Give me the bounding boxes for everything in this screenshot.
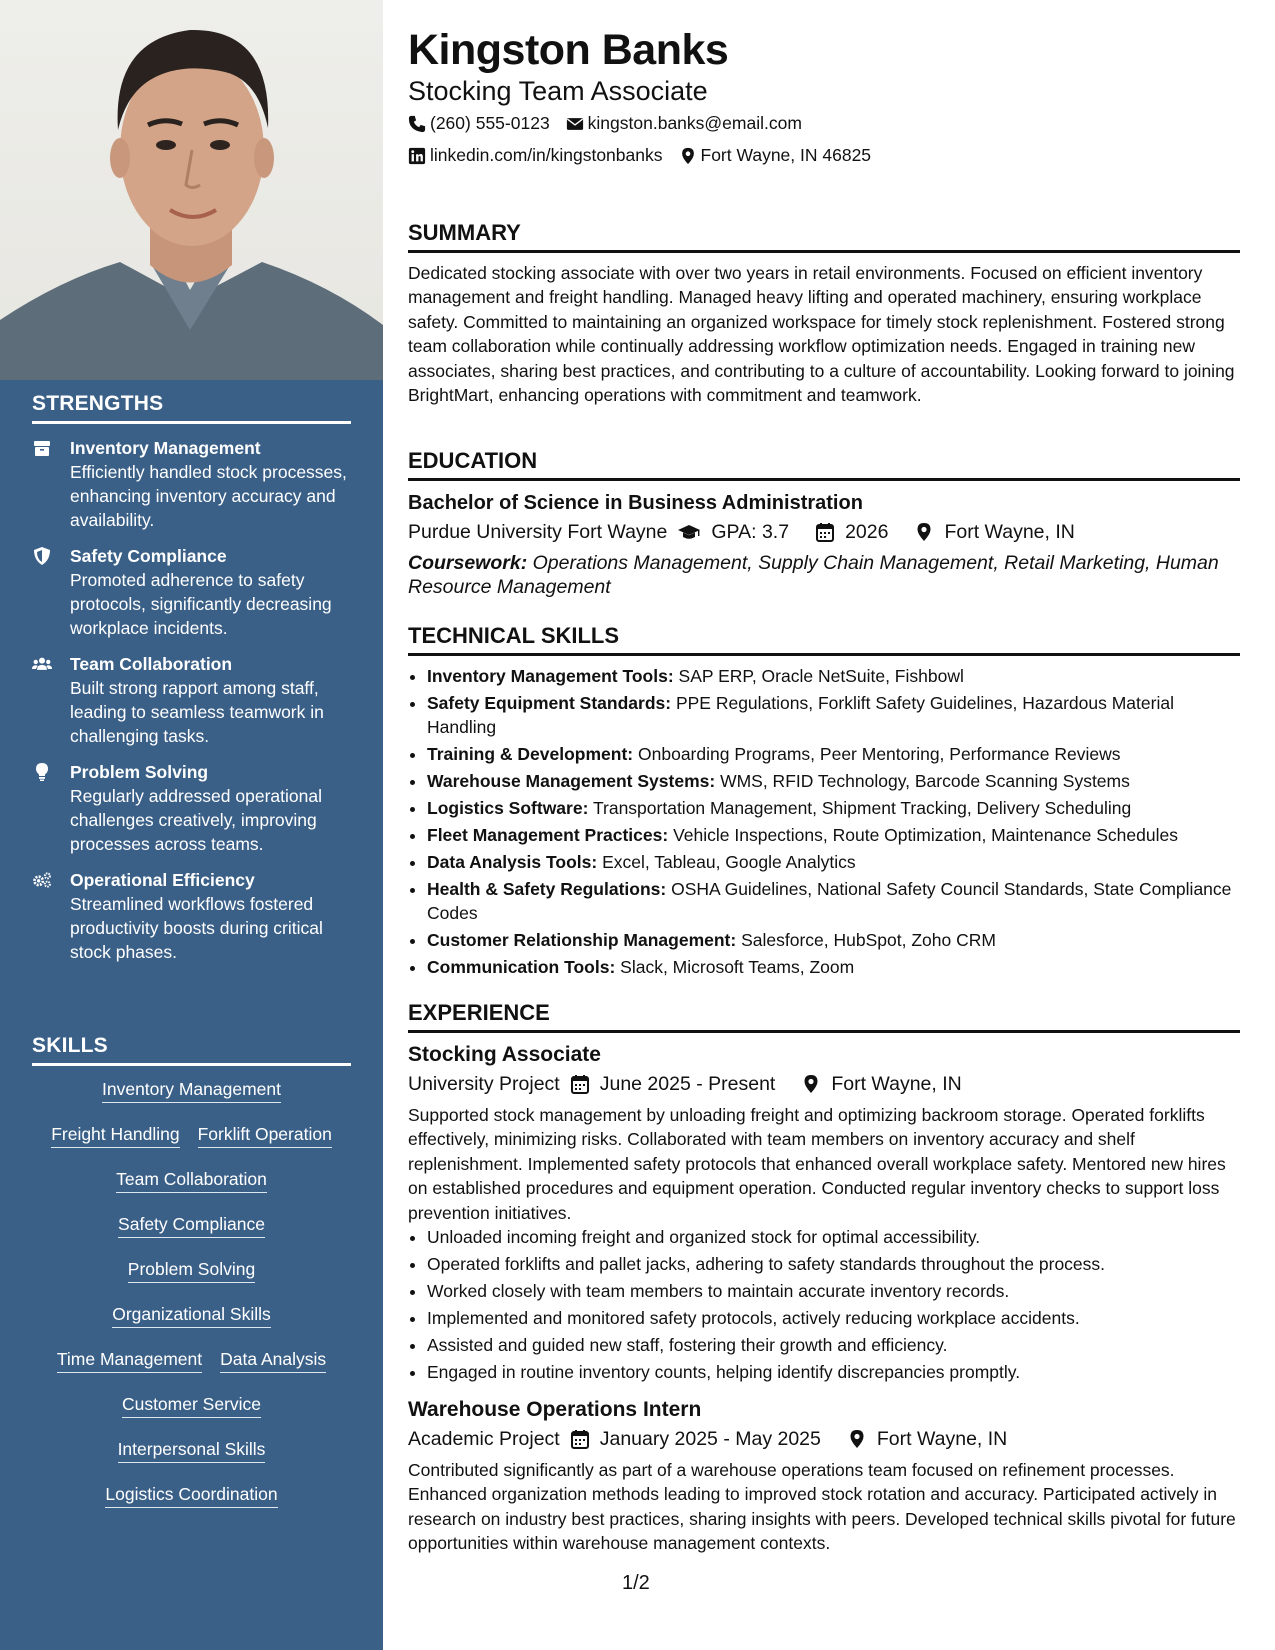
skill-values: PPE Regulations, Forklift Safety Guidelines, Hazardous Material Handling [427, 693, 1174, 737]
skill-category: Health & Safety Regulations: [427, 879, 667, 899]
strength-description: Regularly addressed operational challenges creatively, improving processes across teams. [70, 786, 322, 854]
calendar-icon [815, 522, 835, 542]
skills-heading: SKILLS [32, 1034, 351, 1066]
skills-section [32, 1034, 351, 1528]
degree-title: Bachelor of Science in Business Administration [408, 492, 863, 514]
technical-skills-section [408, 623, 1240, 982]
calendar-icon [570, 1429, 590, 1449]
skill-tag: Customer Service [122, 1393, 261, 1418]
technical-skill-item [427, 769, 1240, 793]
school-name: Purdue University Fort Wayne [408, 521, 668, 543]
job-bullet: • Operated forklifts and pallet jacks, adhering to safety standards throughout the process. [427, 1252, 1240, 1276]
job-bullet: • Engaged in routine inventory counts, helping identify discrepancies promptly. [427, 1360, 1240, 1384]
education-heading: EDUCATION [408, 448, 1240, 481]
skill-tag: Interpersonal Skills [118, 1438, 266, 1463]
skill-values: Vehicle Inspections, Route Optimization, Maintenance Schedules [673, 825, 1178, 845]
technical-skills-heading: TECHNICAL SKILLS [408, 623, 1240, 656]
skill-category: Training & Development: [427, 744, 634, 764]
education-location: Fort Wayne, IN [944, 521, 1075, 543]
candidate-name: Kingston Banks [408, 26, 729, 74]
strengths-heading: STRENGTHS [32, 392, 351, 424]
contact-row [408, 113, 802, 134]
coursework [408, 551, 1240, 599]
linkedin-text: linkedin.com/in/kingstonbanks [430, 145, 663, 165]
linkedin-contact[interactable] [408, 145, 663, 166]
education-meta [408, 517, 1240, 547]
technical-skill-item [427, 664, 1240, 688]
map-pin-icon [847, 1429, 867, 1449]
skill-category: Inventory Management Tools: [427, 666, 674, 686]
strength-item [32, 436, 351, 532]
job-dates: June 2025 - Present [599, 1073, 776, 1095]
profile-photo [0, 0, 383, 380]
skill-tag: Team Collaboration [116, 1168, 267, 1193]
job-bullets [408, 1225, 1240, 1384]
job-bullet: • Assisted and guided new staff, fostering their growth and efficiency. [427, 1333, 1240, 1357]
technical-skill-item [427, 742, 1240, 766]
skill-tag: Time Management [57, 1348, 202, 1373]
technical-skill-item [427, 796, 1240, 820]
users-icon [32, 652, 70, 748]
coursework-label: Coursework: [408, 552, 528, 574]
strength-item [32, 868, 351, 964]
job-bullet: • Worked closely with team members to maintain accurate inventory records. [427, 1279, 1240, 1303]
technical-skill-item [427, 955, 1240, 979]
technical-skill-item [427, 877, 1240, 925]
job-meta [408, 1069, 1240, 1099]
map-pin-icon [914, 522, 934, 542]
technical-skill-item [427, 928, 1240, 952]
email-contact[interactable] [566, 113, 802, 134]
experience-section [408, 1000, 1240, 1556]
job-dates: January 2025 - May 2025 [599, 1428, 821, 1451]
technical-skill-item [427, 823, 1240, 847]
strength-title: Problem Solving [70, 762, 209, 782]
technical-skill-item [427, 850, 1240, 874]
calendar-icon [570, 1074, 590, 1094]
skill-values: OSHA Guidelines, National Safety Council Standards, State Compliance Codes [427, 879, 1232, 923]
skill-category: Data Analysis Tools: [427, 852, 598, 872]
strength-title: Safety Compliance [70, 546, 227, 566]
strengths-section [32, 392, 351, 976]
skill-category: Customer Relationship Management: [427, 930, 737, 950]
portrait-illustration [0, 0, 383, 380]
skill-tag: Logistics Coordination [105, 1483, 277, 1508]
skill-values: Transportation Management, Shipment Tracking, Delivery Scheduling [592, 798, 1132, 818]
job-title: Stocking Associate [408, 1043, 601, 1066]
shield-icon [32, 544, 70, 640]
location-text: Fort Wayne, IN 46825 [700, 145, 872, 165]
strength-title: Operational Efficiency [70, 870, 255, 890]
job-description: Contributed significantly as part of a warehouse operations team focused on refinement processes. Enhanced organization methods leading to improved stock rotation and accuracy. Participated actively in research on industry best practices, sharing insights with peers. Developed technical skills pivotal for future opportunities within warehouse management contexts. [408, 1460, 1236, 1554]
strength-item [32, 544, 351, 640]
skills-list [32, 1078, 351, 1528]
linkedin-icon [408, 147, 426, 165]
strength-description: Streamlined workflows fostered productivity boosts during critical stock phases. [70, 894, 323, 962]
phone-text: (260) 555-0123 [430, 113, 550, 133]
skill-category: Safety Equipment Standards: [427, 693, 672, 713]
job-bullet: • Implemented and monitored safety protocols, actively reducing workplace accidents. [427, 1306, 1240, 1330]
technical-skill-item [427, 691, 1240, 739]
skill-tag: Freight Handling [51, 1123, 179, 1148]
strength-title: Team Collaboration [70, 654, 233, 674]
sidebar [0, 0, 383, 1650]
summary-section [408, 220, 1240, 407]
strength-description: Built strong rapport among staff, leading to seamless teamwork in challenging tasks. [70, 678, 324, 746]
skill-category: Logistics Software: [427, 798, 589, 818]
skill-tag: Data Analysis [220, 1348, 326, 1373]
skill-values: Onboarding Programs, Peer Mentoring, Performance Reviews [638, 744, 1121, 764]
job-title: Warehouse Operations Intern [408, 1398, 702, 1422]
box-icon [32, 436, 70, 532]
skill-values: Slack, Microsoft Teams, Zoom [620, 957, 855, 977]
job-org: University Project [408, 1073, 560, 1095]
skill-tag: Problem Solving [128, 1258, 255, 1283]
experience-heading: EXPERIENCE [408, 1000, 1240, 1033]
gpa-text: GPA: 3.7 [711, 521, 790, 543]
job-bullet: • Unloaded incoming freight and organized stock for optimal accessibility. [427, 1225, 1240, 1249]
page-number: 1/2 [622, 1572, 650, 1594]
map-pin-icon [801, 1074, 821, 1094]
graduation-year: 2026 [845, 521, 889, 543]
phone-icon [408, 115, 426, 133]
skill-values: Salesforce, HubSpot, Zoho CRM [741, 930, 996, 950]
summary-heading: SUMMARY [408, 220, 1240, 253]
gears-icon [32, 868, 70, 964]
candidate-title: Stocking Team Associate [408, 76, 708, 106]
job-description: Supported stock management by unloading freight and optimizing backroom storage. Operated forklifts effectively, minimizing risks. Collaborated with team members on inventory accuracy and shelf replenishment. Implemented safety protocols that enhanced overall workplace safety. Mentored new hires on established procedures and equipment operation. Conducted regular inventory checks to support loss prevention initiatives. [408, 1105, 1226, 1223]
skill-tag: Organizational Skills [112, 1303, 271, 1328]
lightbulb-icon [32, 760, 70, 856]
strength-description: Efficiently handled stock processes, enhancing inventory accuracy and availability. [70, 462, 347, 530]
summary-text: Dedicated stocking associate with over two years in retail environments. Focused on efficient inventory management and freight handling. Managed heavy lifting and operated machinery, ensuring workplace safety. Committed to maintaining an organized workspace for timely stock replenishment. Fostered strong team collaboration while continually addressing workflow optimization needs. Engaged in training new associates, sharing best practices, and contributing to a culture of accountability. Looking forward to joining BrightMart, enhancing operations with commitment and teamwork. [408, 263, 1235, 406]
job-location: Fort Wayne, IN [831, 1073, 962, 1095]
education-section [408, 448, 1240, 599]
graduation-cap-icon [677, 522, 701, 542]
skill-values: SAP ERP, Oracle NetSuite, Fishbowl [678, 666, 964, 686]
email-text: kingston.banks@email.com [587, 113, 802, 133]
strength-item [32, 760, 351, 856]
strength-item [32, 652, 351, 748]
skill-values: Excel, Tableau, Google Analytics [602, 852, 856, 872]
phone-contact [408, 113, 550, 134]
job-meta [408, 1424, 1240, 1454]
map-pin-icon [679, 147, 697, 165]
envelope-icon [566, 115, 584, 133]
strength-description: Promoted adherence to safety protocols, significantly decreasing workplace incidents. [70, 570, 332, 638]
contact-row-2 [408, 145, 871, 166]
location-contact [679, 145, 872, 166]
coursework-list: Operations Management, Supply Chain Management, Retail Marketing, Human Resource Management [408, 552, 1219, 598]
skill-tag: Inventory Management [102, 1078, 281, 1103]
strength-title: Inventory Management [70, 438, 261, 458]
skill-values: WMS, RFID Technology, Barcode Scanning Systems [720, 771, 1130, 791]
skill-category: Communication Tools: [427, 957, 616, 977]
job-entry [408, 1396, 1240, 1556]
technical-skills-list [408, 664, 1240, 979]
skill-category: Fleet Management Practices: [427, 825, 669, 845]
job-location: Fort Wayne, IN [876, 1428, 1008, 1451]
skill-tag: Forklift Operation [198, 1123, 332, 1148]
job-org: Academic Project [408, 1428, 560, 1451]
skill-category: Warehouse Management Systems: [427, 771, 716, 791]
skill-tag: Safety Compliance [118, 1213, 265, 1238]
job-entry [408, 1041, 1240, 1384]
